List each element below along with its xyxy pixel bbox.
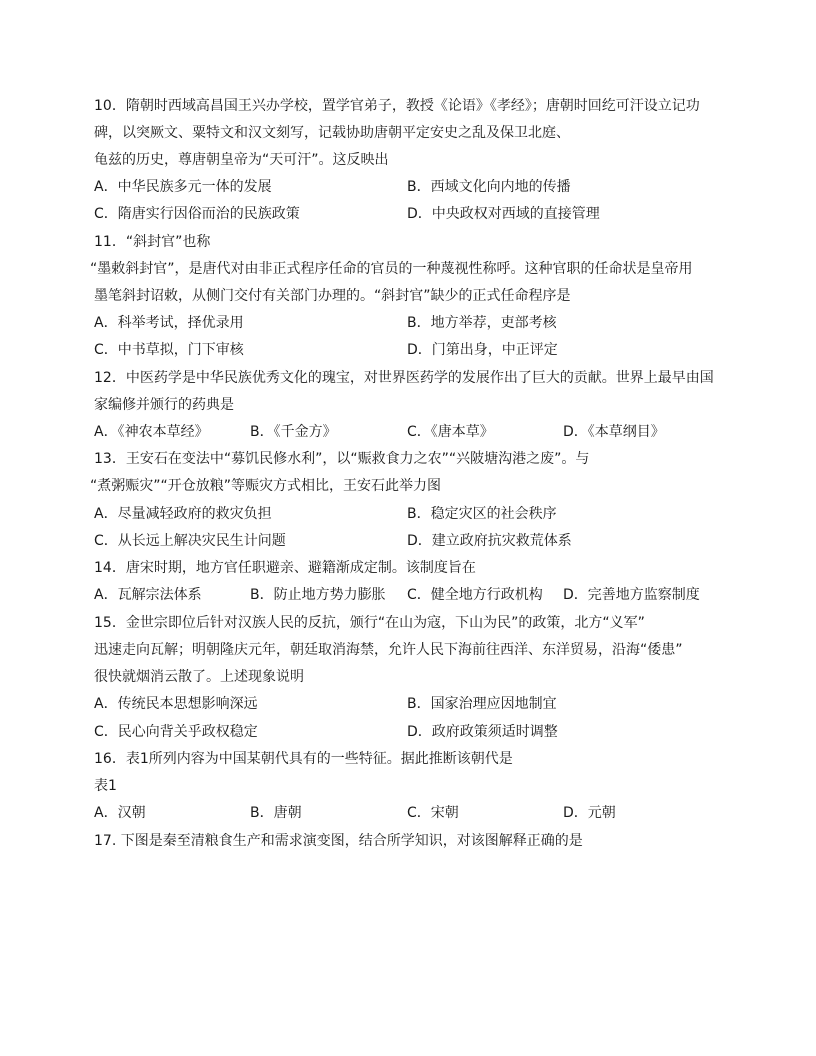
q11-option-a: A．科举考试，择优录用: [94, 315, 244, 331]
q14-option-c: C．健全地方行政机构: [407, 587, 543, 603]
q14-option-d: D．完善地方监察制度: [563, 587, 700, 603]
q16-option-c: C．宋朝: [407, 805, 459, 821]
q14-stem-line-1: 14．唐宋时期，地方官任职避亲、避籍渐成定制。该制度旨在: [94, 560, 476, 576]
q10-stem-line-1: 10．隋朝时西域高昌国王兴办学校，置学官弟子，教授《论语》《孝经》；唐朝时回纥可汗设立记功: [94, 98, 700, 114]
q15-option-b: B．国家治理应因地制宜: [407, 696, 557, 712]
q11-option-c: C．中书草拟，门下审核: [94, 342, 244, 358]
q11-stem-line-1: 11．“斜封官”也称: [94, 234, 211, 250]
q16-option-a: A．汉朝: [94, 805, 146, 821]
q17-stem-line-1: 17. 下图是秦至清粮食生产和需求演变图，结合所学知识，对该图解释正确的是: [94, 833, 583, 849]
q10-option-b: B．西域文化向内地的传播: [407, 179, 571, 195]
q11-option-d: D．门第出身，中正评定: [407, 342, 558, 358]
q15-stem-line-1: 15．金世宗即位后针对汉族人民的反抗，颁行“在山为寇，下山为民”的政策，北方“义军”: [94, 615, 645, 631]
q10-option-c: C．隋唐实行因俗而治的民族政策: [94, 206, 300, 222]
q10-option-d: D．中央政权对西域的直接管理: [407, 206, 600, 222]
q10-stem-line-2: 碑，以突厥文、粟特文和汉文刻写，记载协助唐朝平定安史之乱及保卫北庭、: [94, 125, 570, 141]
q15-option-a: A．传统民本思想影响深远: [94, 696, 258, 712]
q13-option-d: D．建立政府抗灾救荒体系: [407, 533, 572, 549]
q13-option-b: B．稳定灾区的社会秩序: [407, 506, 557, 522]
q13-stem-line-1: 13．王安石在变法中“募饥民修水利”，以“赈救食力之农”“兴陂塘沟港之废”。与: [94, 451, 590, 467]
q12-stem-line-2: 家编修并颁行的药典是: [94, 397, 234, 413]
q13-stem-line-2: “煮粥赈灾”“开仓放粮”等赈灾方式相比，王安石此举力图: [90, 478, 442, 494]
q12-stem-line-1: 12．中医药学是中华民族优秀文化的瑰宝，对世界医药学的发展作出了巨大的贡献。世界上最早由国: [94, 370, 714, 386]
q11-stem-line-3: 墨笔斜封诏敕，从侧门交付有关部门办理的。“斜封官”缺少的正式任命程序是: [94, 288, 571, 304]
q12-option-b: B．《千金方》: [250, 424, 337, 440]
q15-stem-line-3: 很快就烟消云散了。上述现象说明: [94, 669, 304, 685]
q10-option-a: A．中华民族多元一体的发展: [94, 179, 272, 195]
q15-option-c: C．民心向背关乎政权稳定: [94, 724, 258, 740]
table-caption: 表1: [94, 778, 117, 794]
q13-option-a: A．尽量减轻政府的救灾负担: [94, 506, 272, 522]
q15-option-d: D．政府政策须适时调整: [407, 724, 558, 740]
q15-stem-line-2: 迅速走向瓦解；明朝隆庆元年，朝廷取消海禁，允许人民下海前往西洋、东洋贸易，沿海“倭患”: [94, 642, 683, 658]
q16-option-d: D．元朝: [563, 805, 616, 821]
q12-option-d: D．《本草纲目》: [563, 424, 665, 440]
q14-option-a: A．瓦解宗法体系: [94, 587, 202, 603]
q14-option-b: B．防止地方势力膨胀: [250, 587, 386, 603]
q16-option-b: B．唐朝: [250, 805, 302, 821]
q16-stem-line-1: 16．表1所列内容为中国某朝代具有的一些特征。据此推断该朝代是: [94, 751, 513, 767]
q10-stem-line-3: 龟兹的历史，尊唐朝皇帝为“天可汗”。这反映出: [94, 152, 389, 168]
q11-stem-line-2: “墨敕斜封官”，是唐代对由非正式程序任命的官员的一种蔑视性称呼。这种官职的任命状是皇帝用: [90, 261, 693, 277]
q13-option-c: C．从长远上解决灾民生计问题: [94, 533, 286, 549]
q11-option-b: B．地方举荐，吏部考核: [407, 315, 557, 331]
q12-option-c: C．《唐本草》: [407, 424, 494, 440]
q12-option-a: A．《神农本草经》: [94, 424, 209, 440]
